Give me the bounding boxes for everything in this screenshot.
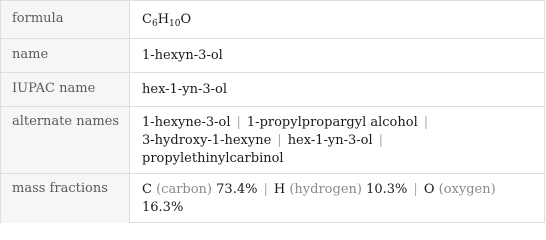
separator: | xyxy=(277,133,282,148)
mass-value xyxy=(142,181,536,217)
formula-h: H xyxy=(157,12,170,27)
mass-symbol: C xyxy=(142,182,152,197)
alt-name: 3-hydroxy-1-hexyne xyxy=(142,133,272,148)
separator: | xyxy=(236,115,241,130)
alternate-value xyxy=(142,114,536,168)
mass-label: mass fractions xyxy=(12,181,108,196)
mass-percent: 10.3% xyxy=(366,182,408,197)
row-formula xyxy=(1,1,544,38)
mass-symbol: O xyxy=(423,182,435,197)
alt-name: hex-1-yn-3-ol xyxy=(287,133,373,148)
separator: | xyxy=(263,182,268,197)
label-cell xyxy=(1,107,130,173)
mass-percent: 73.4% xyxy=(216,182,258,197)
label-cell xyxy=(1,39,130,72)
alt-name: 1-propylpropargyl alcohol xyxy=(246,115,418,130)
name-value: 1-hexyn-3-ol xyxy=(142,48,223,63)
formula-c-sub: 6 xyxy=(151,19,158,29)
separator: | xyxy=(423,115,429,130)
iupac-value: hex-1-yn-3-ol xyxy=(142,82,227,97)
iupac-label: IUPAC name xyxy=(12,81,96,96)
mass-symbol: H xyxy=(273,182,286,197)
alt-name: propylethinylcarbinol xyxy=(142,151,284,166)
label-cell xyxy=(1,73,130,106)
separator: | xyxy=(378,133,384,148)
mass-element: (oxygen) xyxy=(438,182,496,197)
alt-name: 1-hexyne-3-ol xyxy=(142,115,231,130)
formula-h-sub: 10 xyxy=(169,19,181,29)
row-name xyxy=(1,38,544,72)
formula-o: O xyxy=(180,12,192,27)
label-cell xyxy=(1,174,130,223)
label-cell xyxy=(1,1,130,38)
row-mass-fractions xyxy=(1,173,544,223)
row-alternate-names xyxy=(1,106,544,173)
formula-value xyxy=(142,11,536,29)
formula-c: C xyxy=(142,12,152,27)
mass-element: (hydrogen) xyxy=(289,182,362,197)
mass-percent: 16.3% xyxy=(142,200,184,215)
row-iupac xyxy=(1,72,544,106)
name-label: name xyxy=(12,47,49,62)
formula-label: formula xyxy=(12,11,64,26)
separator: | xyxy=(413,182,418,197)
alternate-label: alternate names xyxy=(12,114,120,129)
mass-element: (carbon) xyxy=(156,182,213,197)
